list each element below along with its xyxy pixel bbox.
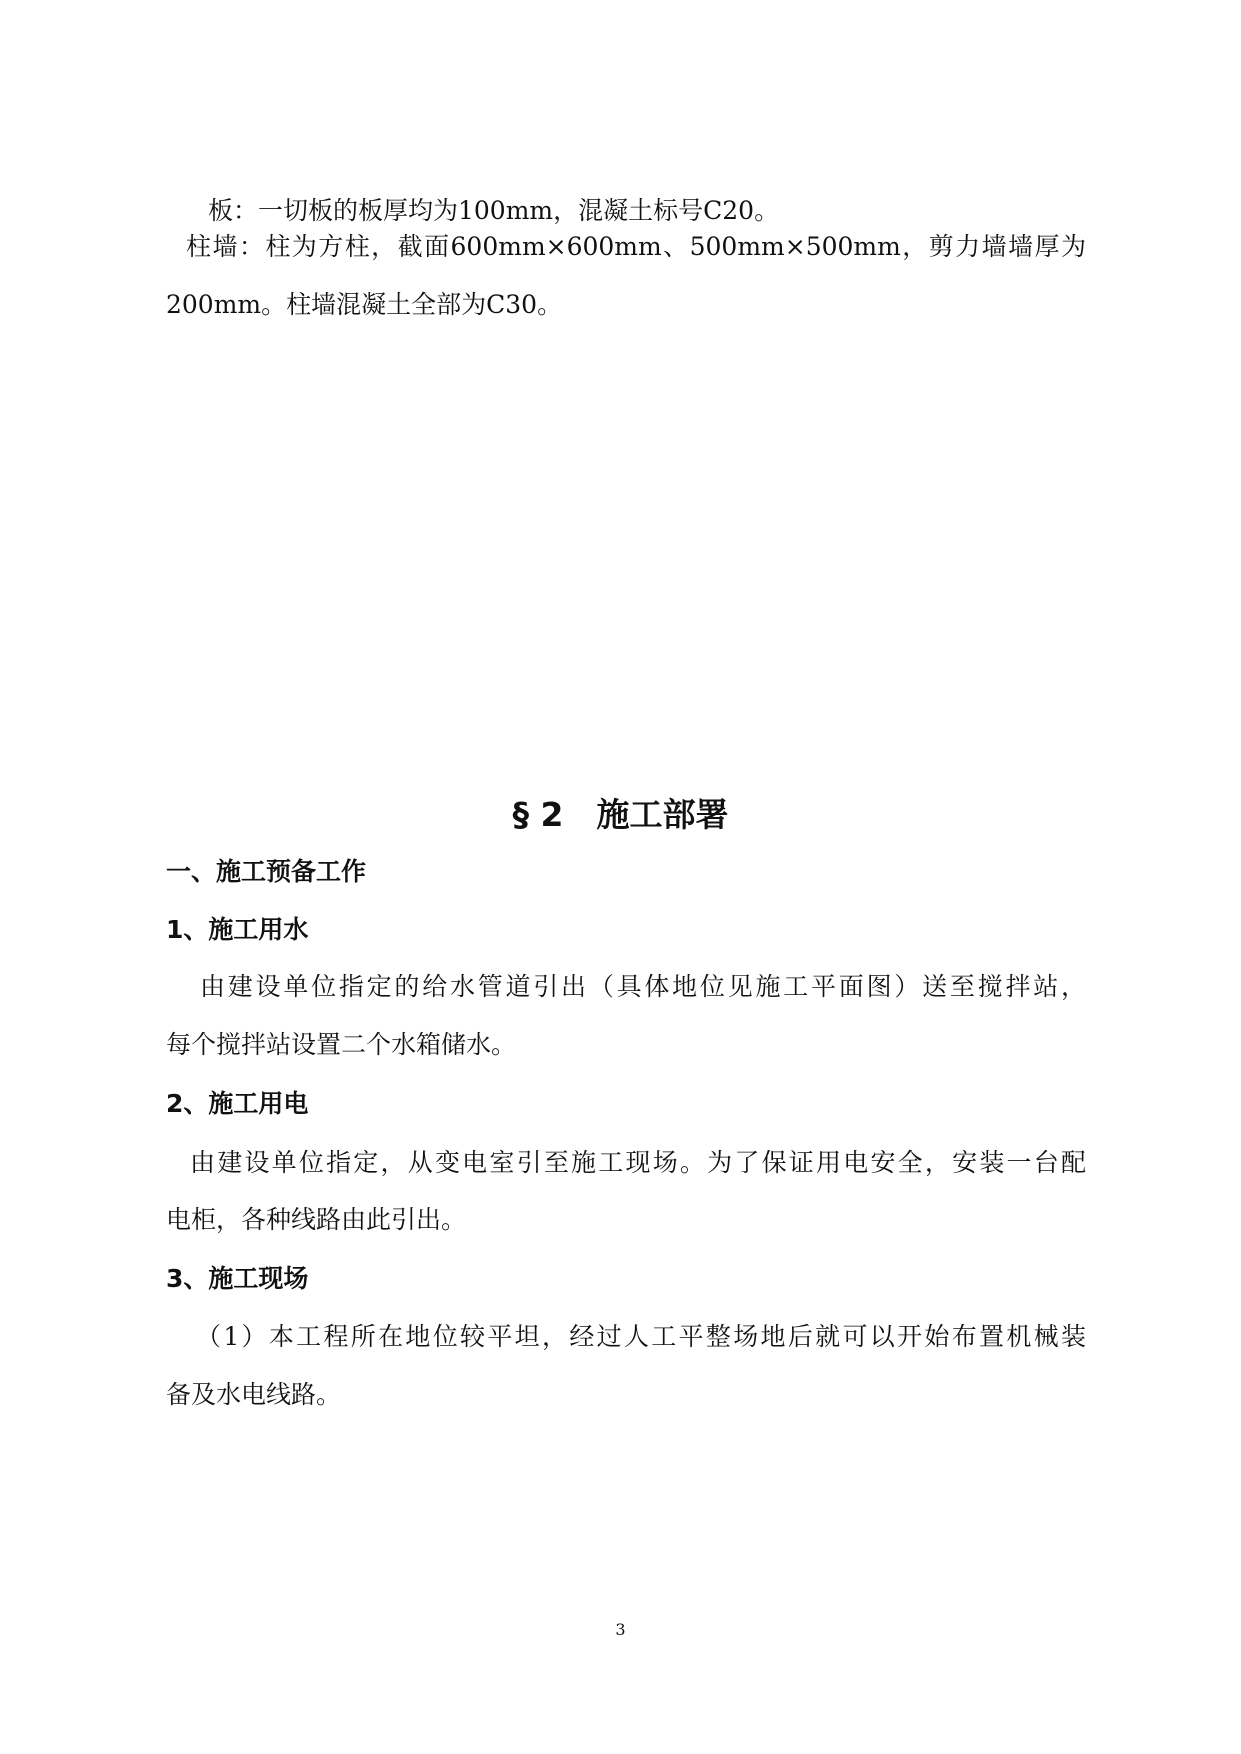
part-heading: 一、施工预备工作	[166, 857, 367, 886]
water-paragraph-line-1: 由建设单位指定的给水管道引出（具体地位见施工平面图）送至搅拌站，	[200, 972, 1086, 1001]
power-paragraph-line-1: 由建设单位指定，从变电室引至施工现场。为了保证用电安全，安装一台配	[190, 1148, 1086, 1177]
page-number: 3	[615, 1620, 626, 1639]
power-paragraph-line-2: 电柜，各种线路由此引出。	[166, 1205, 467, 1234]
water-paragraph-line-2: 每个搅拌站设置二个水箱储水。	[166, 1030, 517, 1059]
item-heading-site: 3、施工现场	[166, 1264, 309, 1293]
item-heading-water: 1、施工用水	[166, 915, 309, 944]
column-spec-line-1: 柱墙：柱为方柱，截面600mm×600mm、500mm×500mm，剪力墙墙厚为	[186, 232, 1086, 261]
item-heading-power: 2、施工用电	[166, 1089, 309, 1118]
site-paragraph-line-2: 备及水电线路。	[166, 1380, 342, 1409]
slab-spec-line: 板：一切板的板厚均为100mm，混凝土标号C20。	[208, 196, 780, 225]
site-paragraph-line-1: （1）本工程所在地位较平坦，经过人工平整场地后就可以开始布置机械装	[196, 1322, 1086, 1351]
section-title: § 2 施工部署	[512, 795, 729, 834]
column-spec-line-2: 200mm。柱墙混凝土全部为C30。	[166, 290, 563, 319]
